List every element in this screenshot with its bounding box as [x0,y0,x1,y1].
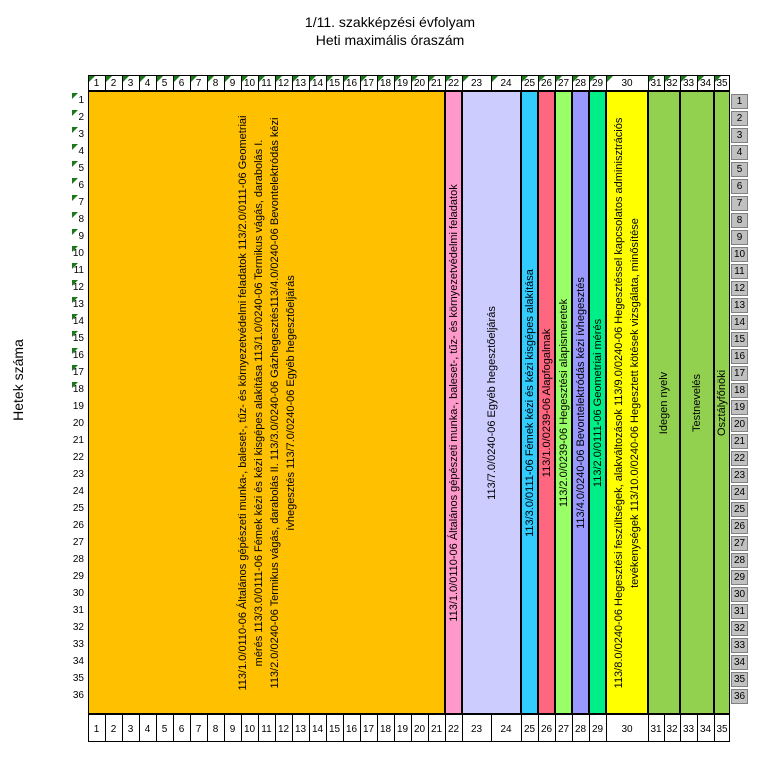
cell-marker-icon [395,76,401,82]
cell-marker-icon [698,76,704,82]
column-number-top: 11 [261,78,272,89]
column-separator [139,76,140,90]
column-separator [275,715,276,741]
cell-marker-icon [649,76,655,82]
row-marker-icon [72,212,78,218]
column-separator [555,76,556,90]
column-separator [538,715,539,741]
row-number-right: 14 [731,315,748,330]
row-marker-icon [72,331,78,337]
cell-marker-icon [539,76,545,82]
column-separator [292,76,293,90]
row-marker-icon [72,195,78,201]
block-text: Testnevelés [691,373,703,432]
column-separator [122,715,123,741]
column-separator [697,76,698,90]
row-number-right: 23 [731,468,748,483]
column-separator [224,76,225,90]
column-number-bottom: 23 [470,724,483,735]
column-number-top: 30 [621,78,633,89]
row-number-left: 13 [72,299,84,310]
row-number-right: 30 [731,587,748,602]
cell-marker-icon [665,76,671,82]
cell-marker-icon [208,76,214,82]
column-number-bottom: 12 [277,724,290,735]
block-text: 113/3.0/0111-06 Fémek kézi és kézi kisgépes alakítása [523,268,536,537]
row-number-right: 10 [731,247,748,262]
cell-marker-icon [429,76,435,82]
column-number-bottom: 35 [716,724,728,735]
column-number-bottom: 15 [328,724,341,735]
column-separator [445,76,446,90]
block-col-26 [538,91,555,714]
page-subtitle: Heti maximális óraszám [315,32,465,48]
column-number-top: 9 [229,78,236,89]
column-number-bottom: 16 [345,724,358,735]
column-number-top: 7 [195,78,202,89]
column-separator [190,76,191,90]
column-separator [714,76,715,90]
column-separator [572,715,573,741]
block-text: 113/1.0/0110-06 Általános gépészeti munka-, baleset-, tűz- és környezetvédelmi feladatok 113/2.0/0111-06 Geometriai mérés 113/3.0/0111-06 Fémek kézi és kézi kisgépes alakítása 113/1.0/0240-06 Termikus vágás, darabolás I. 113/2.0/0240-06 Termikus vágás, darabolás II. 113/3.0/0240-06 Gázhegesztés113/4.0/0240-06 Bevontelektródás kézi ívhegesztés 113/7.0/0240-06 Egyéb hegesztőeljárás [236,115,297,690]
column-number-bottom: 1 [93,724,100,735]
cell-marker-icon [89,76,95,82]
column-number-top: 1 [93,78,100,89]
row-marker-icon [72,93,78,99]
row-number-left: 32 [72,622,84,633]
column-separator [173,715,174,741]
row-number-right: 11 [731,264,748,279]
row-number-left: 2 [78,112,84,123]
column-number-top: 17 [362,78,375,89]
row-number-right: 12 [731,281,748,296]
row-marker-icon [72,110,78,116]
cell-marker-icon [310,76,316,82]
row-marker-icon [72,314,78,320]
column-number-top: 34 [699,78,712,89]
row-marker-icon [72,263,78,269]
column-separator [326,76,327,90]
column-number-bottom: 25 [523,724,536,735]
column-number-top: 2 [110,78,117,89]
row-marker-icon [72,127,78,133]
column-number-bottom: 2 [110,724,117,735]
row-number-right: 6 [731,179,748,194]
row-number-left: 25 [72,503,84,514]
row-number-right: 33 [731,638,748,653]
row-marker-icon [72,280,78,286]
column-separator [360,76,361,90]
row-number-left: 20 [72,418,84,429]
column-separator [572,76,573,90]
row-number-right: 17 [731,366,748,381]
row-marker-icon [72,178,78,184]
column-number-bottom: 19 [396,724,409,735]
column-separator [173,76,174,90]
cell-marker-icon [157,76,163,82]
block-text: 113/4.0/0240-06 Bevontelektródás kézi ívhegesztés [574,276,587,529]
column-number-top: 31 [650,78,662,89]
row-number-left: 33 [72,639,84,650]
row-number-left: 12 [72,282,84,293]
column-separator [664,715,665,741]
cell-marker-icon [715,76,721,82]
row-number-left: 17 [72,367,84,378]
column-number-top: 29 [591,78,604,89]
column-number-bottom: 5 [161,724,168,735]
row-number-right: 2 [731,111,748,126]
column-number-bottom: 4 [144,724,151,735]
column-number-top: 3 [127,78,134,89]
column-separator [538,76,539,90]
cell-marker-icon [361,76,367,82]
column-separator [428,76,429,90]
column-number-top: 28 [574,78,587,89]
row-number-right: 19 [731,400,748,415]
row-number-left: 5 [78,163,84,174]
row-number-left: 7 [78,197,84,208]
row-marker-icon [72,246,78,252]
row-number-left: 29 [72,571,84,582]
column-number-top: 35 [716,78,728,89]
column-separator [445,715,446,741]
column-separator [105,76,106,90]
cell-marker-icon [259,76,265,82]
block-text: 113/8.0/0240-06 Hegesztési feszültségek, alakváltozások 113/9.0/0240-06 Hegesztéssel kapcsolatos adminisztrációs tevékenységek 113/10.0/0240-06 Hegesztett kötések vizsgálata, minősítése [613,117,641,688]
row-number-right: 15 [731,332,748,347]
column-separator [606,76,607,90]
column-separator [394,76,395,90]
column-separator [462,715,463,741]
cell-marker-icon [174,76,180,82]
column-separator [139,715,140,741]
column-separator [360,715,361,741]
row-number-right: 36 [731,689,748,704]
cell-marker-icon [140,76,146,82]
row-number-left: 26 [72,520,84,531]
row-number-left: 24 [72,486,84,497]
column-number-bottom: 27 [557,724,570,735]
row-number-right: 20 [731,417,748,432]
cell-marker-icon [327,76,333,82]
block-cols-31-32 [648,91,680,714]
cell-marker-icon [242,76,248,82]
column-separator [411,715,412,741]
column-number-top: 19 [396,78,409,89]
cell-marker-icon [573,76,579,82]
column-number-bottom: 14 [311,724,324,735]
row-number-right: 26 [731,519,748,534]
column-separator [241,76,242,90]
block-text: 113/7.0/0240-06 Egyéb hegesztőeljárás [485,305,498,500]
row-number-left: 23 [72,469,84,480]
block-text: Idegen nyelv [658,371,670,434]
column-separator [428,715,429,741]
column-separator [122,76,123,90]
block-cols-1-21 [88,91,445,714]
column-number-top: 12 [277,78,290,89]
row-number-left: 30 [72,588,84,599]
column-separator [491,715,492,741]
column-separator [664,76,665,90]
row-number-left: 3 [78,129,84,140]
column-number-top: 4 [144,78,151,89]
row-number-right: 21 [731,434,748,449]
column-separator [105,715,106,741]
row-number-left: 34 [72,656,84,667]
row-number-right: 8 [731,213,748,228]
column-number-bottom: 11 [261,724,272,735]
cell-marker-icon [492,76,498,82]
row-marker-icon [72,144,78,150]
column-separator [190,715,191,741]
column-separator [589,76,590,90]
row-number-left: 14 [72,316,84,327]
column-separator [680,715,681,741]
row-number-right: 13 [731,298,748,313]
row-number-right: 25 [731,502,748,517]
column-separator [589,715,590,741]
column-number-top: 33 [682,78,695,89]
row-number-left: 19 [72,401,84,412]
row-number-left: 9 [78,231,84,242]
column-number-bottom: 20 [413,724,426,735]
column-separator [555,715,556,741]
column-number-bottom: 18 [379,724,392,735]
row-number-left: 22 [72,452,84,463]
block-col-28 [572,91,589,714]
column-number-top: 32 [666,78,678,89]
column-number-top: 22 [447,78,460,89]
row-number-right: 32 [731,621,748,636]
column-number-top: 14 [311,78,324,89]
cell-marker-icon [412,76,418,82]
cell-marker-icon [106,76,112,82]
block-text: Osztályfőnöki [716,369,728,436]
column-number-top: 6 [178,78,185,89]
column-separator [680,76,681,90]
row-number-left: 28 [72,554,84,565]
cell-marker-icon [463,76,469,82]
row-number-left: 35 [72,673,84,684]
block-col-29 [589,91,606,714]
column-number-bottom: 3 [127,724,134,735]
page-title: 1/11. szakképzési évfolyam [304,14,476,30]
column-separator [207,715,208,741]
block-col-22 [445,91,462,714]
row-number-right: 9 [731,230,748,245]
column-number-bottom: 22 [447,724,460,735]
column-separator [241,715,242,741]
column-number-top: 20 [413,78,426,89]
cell-marker-icon [590,76,596,82]
column-number-top: 25 [523,78,536,89]
row-number-right: 24 [731,485,748,500]
column-number-top: 26 [540,78,553,89]
column-number-top: 18 [379,78,392,89]
column-number-bottom: 34 [699,724,712,735]
column-number-bottom: 9 [229,724,236,735]
column-separator [309,715,310,741]
column-number-bottom: 24 [500,724,512,735]
column-number-bottom: 32 [666,724,678,735]
column-separator [343,76,344,90]
cell-marker-icon [446,76,452,82]
row-number-right: 7 [731,196,748,211]
row-number-left: 10 [72,248,84,259]
column-separator [491,76,492,90]
column-separator [394,715,395,741]
cell-marker-icon [191,76,197,82]
column-number-bottom: 33 [682,724,695,735]
row-number-right: 18 [731,383,748,398]
column-number-bottom: 29 [591,724,604,735]
cell-marker-icon [607,76,613,82]
row-number-left: 6 [78,180,84,191]
column-number-top: 8 [212,78,219,89]
column-number-bottom: 8 [212,724,219,735]
column-separator [275,76,276,90]
column-number-bottom: 10 [243,724,256,735]
column-number-bottom: 17 [362,724,375,735]
weeks-axis-label: Hetek száma [10,339,26,421]
row-number-left: 18 [72,384,84,395]
cell-marker-icon [123,76,129,82]
row-number-right: 27 [731,536,748,551]
column-separator [377,715,378,741]
column-separator [714,715,715,741]
column-number-bottom: 7 [195,724,202,735]
row-number-left: 8 [78,214,84,225]
column-separator [521,76,522,90]
column-separator [224,715,225,741]
row-number-right: 29 [731,570,748,585]
column-number-bottom: 28 [574,724,587,735]
column-separator [648,76,649,90]
row-number-right: 1 [731,94,748,109]
row-marker-icon [72,348,78,354]
cell-marker-icon [378,76,384,82]
column-number-bottom: 31 [650,724,662,735]
column-separator [343,715,344,741]
column-number-top: 10 [243,78,256,89]
column-number-top: 24 [500,78,512,89]
column-separator [521,715,522,741]
column-separator [697,715,698,741]
row-number-left: 16 [72,350,84,361]
block-text: 113/1.0/0239-06 Alapfogalmak [540,328,553,477]
row-number-right: 3 [731,128,748,143]
column-separator [606,715,607,741]
column-number-bottom: 21 [430,724,443,735]
column-number-top: 13 [294,78,307,89]
row-number-right: 34 [731,655,748,670]
row-number-left: 11 [73,265,84,276]
column-separator [377,76,378,90]
column-separator [207,76,208,90]
row-marker-icon [72,382,78,388]
column-number-top: 23 [470,78,483,89]
column-number-bottom: 30 [621,724,633,735]
column-number-top: 27 [557,78,570,89]
block-col-30 [606,91,648,714]
row-number-right: 22 [731,451,748,466]
block-cols-33-34 [680,91,714,714]
column-number-top: 16 [345,78,358,89]
column-number-top: 21 [430,78,443,89]
row-number-right: 28 [731,553,748,568]
column-separator [258,715,259,741]
row-number-right: 31 [731,604,748,619]
column-separator [258,76,259,90]
block-col-27 [555,91,572,714]
row-number-right: 16 [731,349,748,364]
column-number-bottom: 6 [178,724,185,735]
cell-marker-icon [276,76,282,82]
row-number-right: 4 [731,145,748,160]
block-cols-23-24 [462,91,521,714]
column-number-top: 15 [328,78,341,89]
block-text: 113/1.0/0110-06 Általános gépészeti munka-, baleset-, tűz- és környezetvédelmi feladatok [447,183,460,622]
row-number-left: 21 [72,435,84,446]
column-separator [648,715,649,741]
row-marker-icon [72,297,78,303]
column-separator [326,715,327,741]
row-marker-icon [72,229,78,235]
row-marker-icon [72,161,78,167]
column-number-bottom: 26 [540,724,553,735]
row-number-left: 1 [78,95,84,106]
cell-marker-icon [681,76,687,82]
cell-marker-icon [556,76,562,82]
row-marker-icon [72,365,78,371]
column-number-top: 5 [161,78,168,89]
cell-marker-icon [522,76,528,82]
row-number-left: 4 [78,146,84,157]
row-number-left: 15 [72,333,84,344]
row-number-right: 5 [731,162,748,177]
row-number-left: 27 [72,537,84,548]
column-separator [292,715,293,741]
column-separator [411,76,412,90]
column-separator [156,76,157,90]
row-number-left: 31 [72,605,84,616]
column-separator [156,715,157,741]
block-col-35 [714,91,730,714]
cell-marker-icon [293,76,299,82]
column-number-bottom: 13 [294,724,307,735]
cell-marker-icon [344,76,350,82]
column-separator [462,76,463,90]
row-number-right: 35 [731,672,748,687]
row-number-left: 36 [72,690,84,701]
block-text: 113/2.0/0111-06 Geometriai mérés [591,318,604,487]
column-separator [309,76,310,90]
cell-marker-icon [225,76,231,82]
block-text: 113/2.0/0239-06 Hegesztési alapismeretek [557,298,570,507]
block-col-25 [521,91,538,714]
